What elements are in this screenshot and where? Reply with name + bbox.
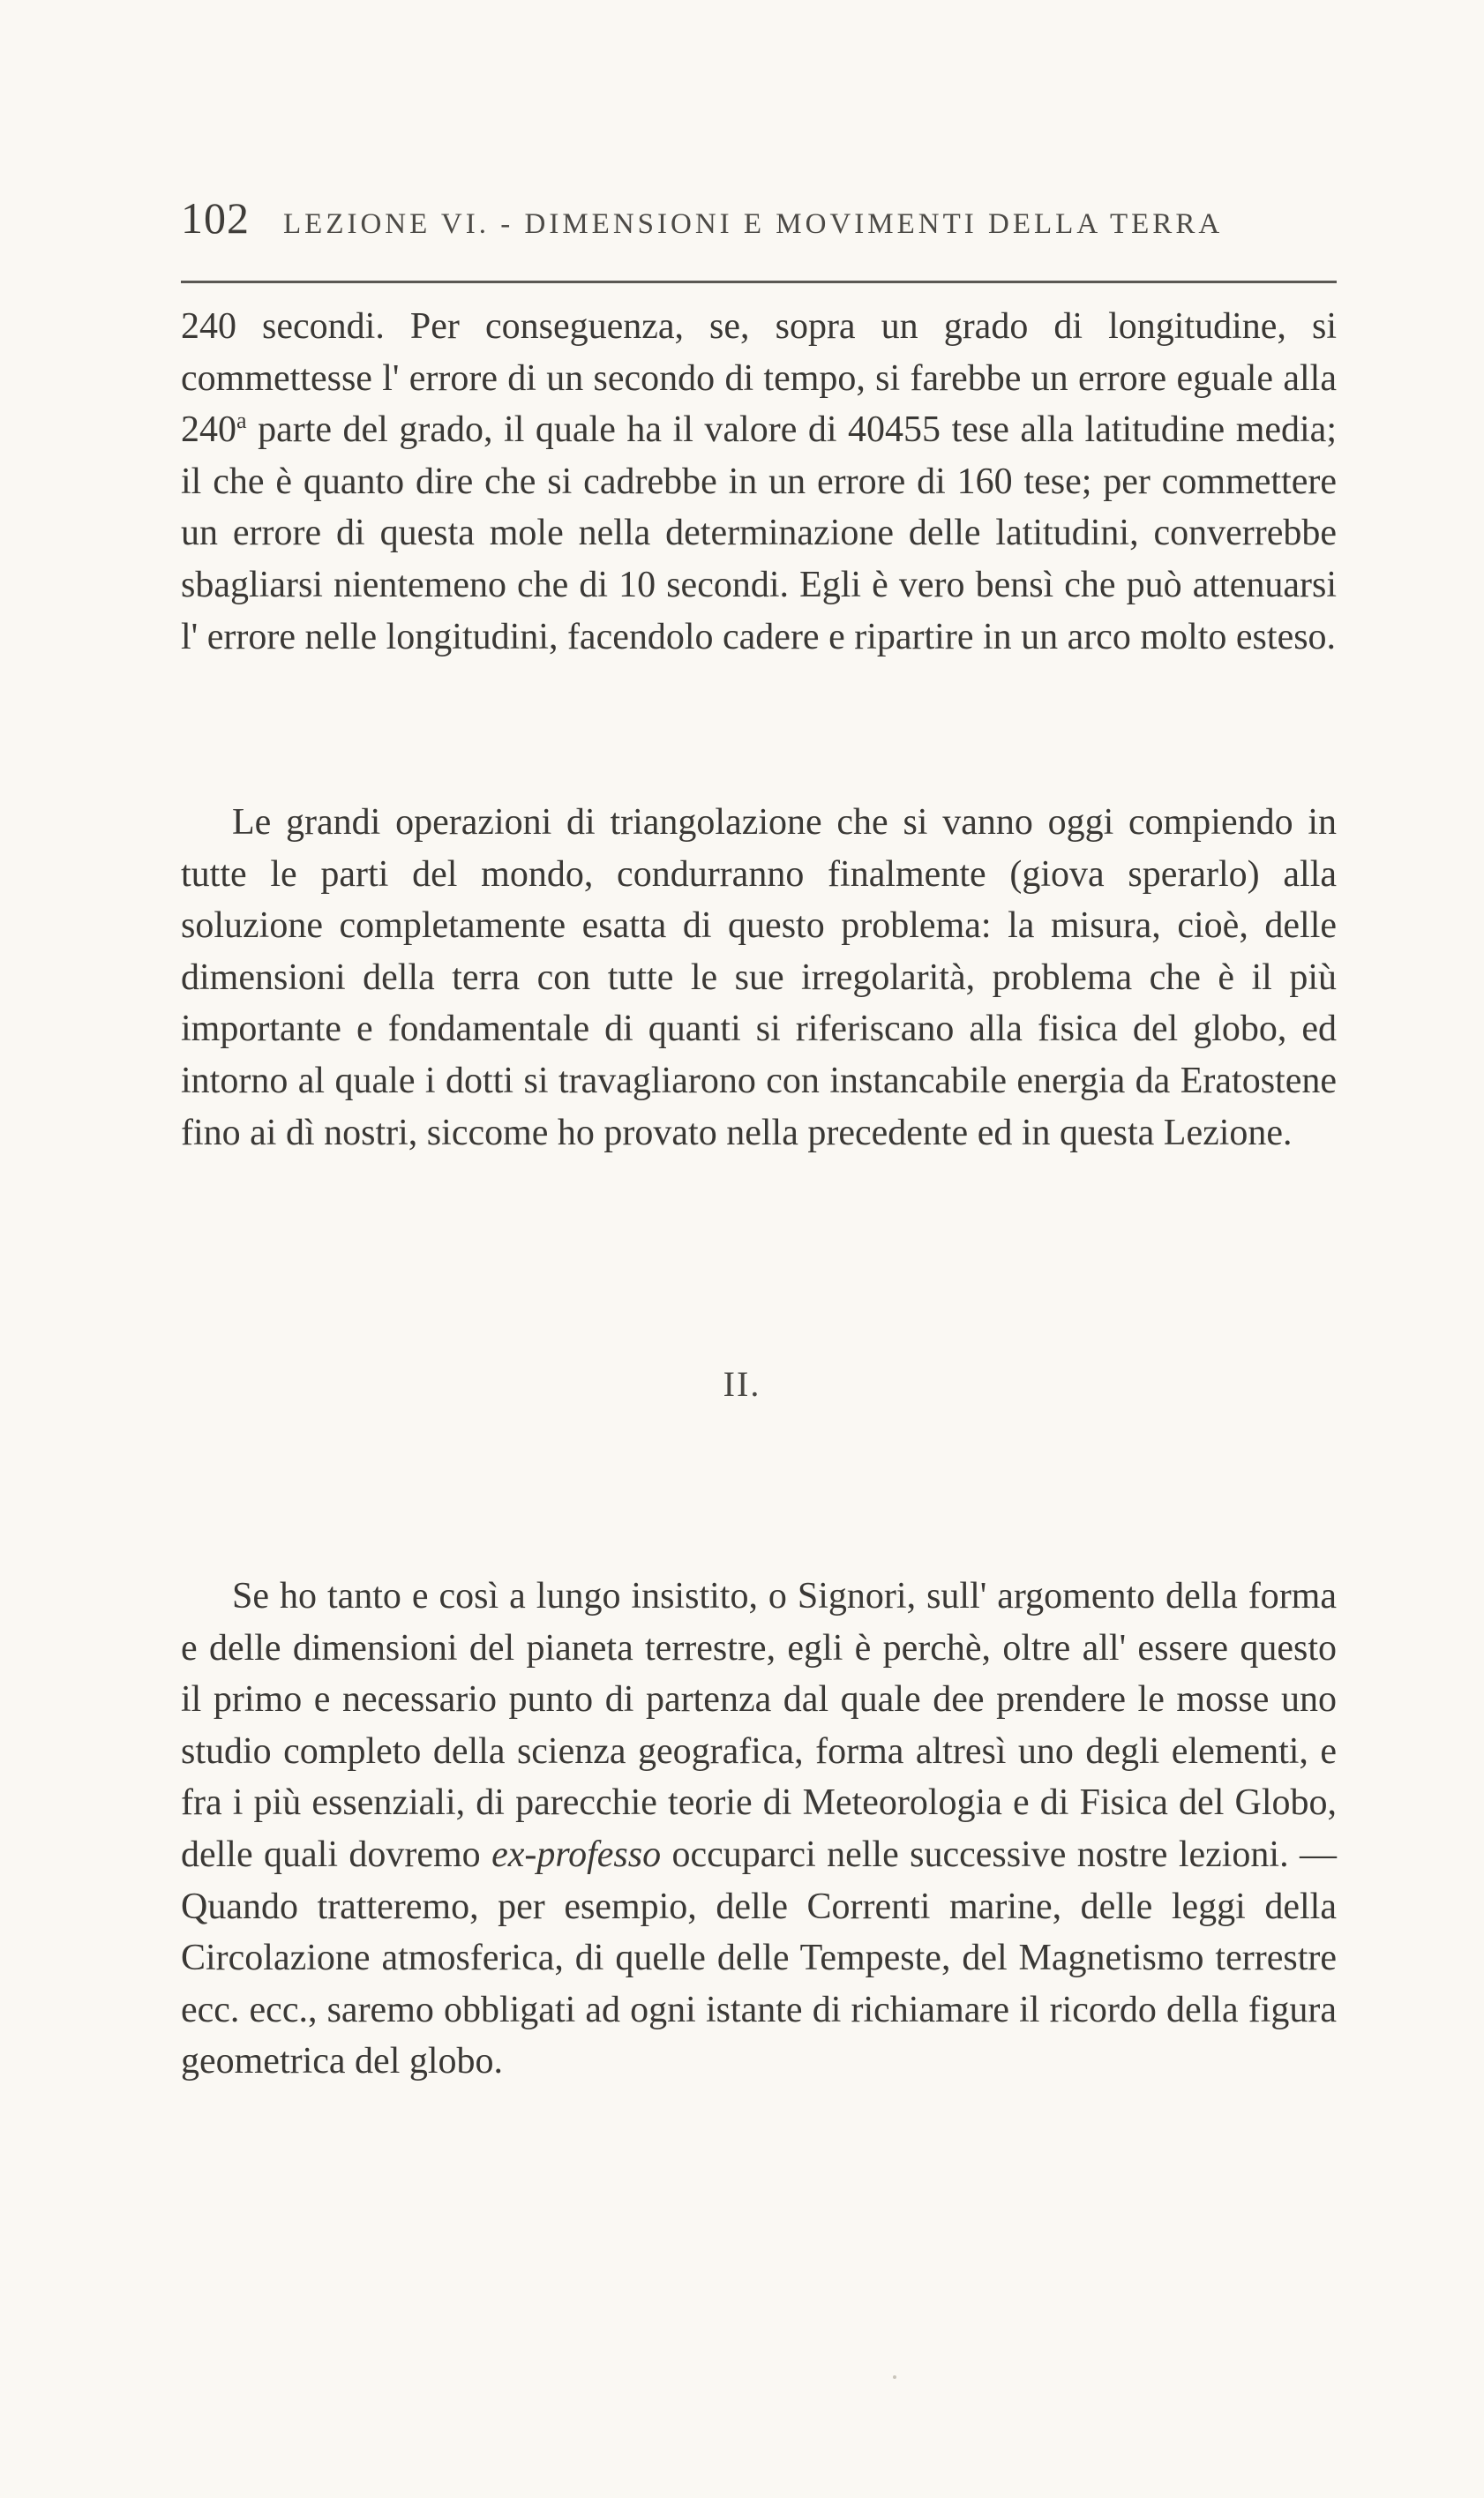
paragraph-2	[181, 797, 1337, 1159]
paragraph-2-text: Le grandi operazioni di triangolazione che si vanno oggi compiendo in tutte le parti del mondo, condurranno finalmente (giova sperarlo) alla soluzione completamente esatta di questo problema: la misura, cioè, delle dimensioni della terra con tutte le sue irregolarità, problema che è il più importante e fondamentale di quanti si riferiscano alla fisica del globo, ed intorno al quale i dotti si travagliarono con instancabile energia da Eratostene fino ai dì nostri, siccome ho provato nella precedente ed in questa Lezione.	[181, 802, 1337, 1153]
paragraph-3-text-b: occuparci nelle successive nostre lezioni. — Quando tratteremo, per esempio, delle Correnti marine, delle leggi della Circolazione atmosferica, di quelle delle Tempeste, del Magnetismo terrestre ecc. ecc., saremo obbligati ad ogni istante di richiamare il ricordo della figura geometrica del globo.	[181, 1834, 1337, 2082]
paragraph-1-text-a: 240 secondi. Per conseguenza, se, sopra un grado di longitudine, si commettesse l' errore di un secondo di tempo, si farebbe un errore eguale alla 240	[181, 306, 1337, 451]
page-header	[181, 192, 1328, 245]
ordinal-superscript: a	[236, 408, 247, 434]
paragraph-3-text-a: Se ho tanto e così a lungo insistito, o Signori, sull' argomento della forma e delle dimensioni del pianeta terrestre, egli è perchè, oltre all' essere questo il primo e necessario punto di partenza dal quale dee prendere le mosse uno studio completo della scienza geografica, forma altresì uno degli elementi, e fra i più essenziali, di parecchie teorie di Meteorologia e di Fisica del Globo, delle quali dovremo	[181, 1576, 1337, 1875]
paragraph-1-text-b: parte del grado, il quale ha il valore di 40455 tese alla latitudine media; il che è quanto dire che si cadrebbe in un errore di 160 tese; per commettere un errore di questa mole nella determinazione delle latitudini, converrebbe sbagliarsi nientemeno che di 10 secondi. Egli è vero bensì che può attenuarsi l' errore nelle longitudini, facendolo cadere e ripartire in un arco molto esteso.	[181, 409, 1337, 657]
header-rule	[181, 281, 1337, 283]
page-number: 102	[181, 193, 250, 243]
running-title: LEZIONE VI. - DIMENSIONI E MOVIMENTI DELLA TERRA	[283, 208, 1224, 240]
section-number: II.	[723, 1364, 761, 1404]
paragraph-1	[181, 301, 1337, 663]
paper-speck	[893, 2375, 896, 2379]
paragraph-3	[181, 1571, 1337, 2088]
italic-phrase: ex-professo	[491, 1834, 662, 1875]
